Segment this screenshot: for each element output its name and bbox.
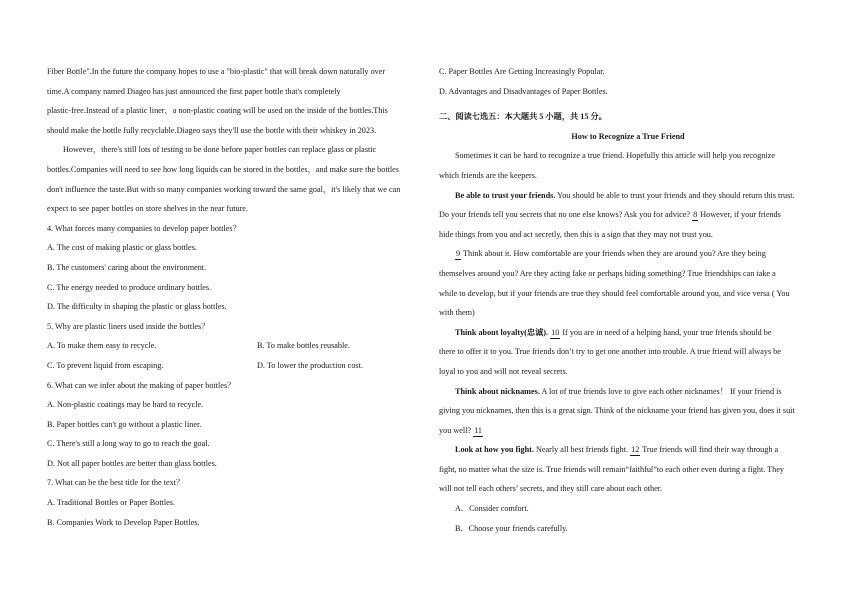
- blank-10[interactable]: 10: [551, 327, 560, 337]
- passage-line: [439, 205, 817, 225]
- passage-line: expect to see paper bottles on store shelves in the near future.: [47, 204, 248, 214]
- right-column: [439, 62, 817, 538]
- passage-line: plastic-free.Instead of a plastic liner，a non-plastic coating will be used on the inside of the bottles.This: [47, 106, 388, 116]
- question-7-stem: 7. What can be the best title for the text？: [47, 478, 185, 488]
- fight-text: Nearly all best friends fight.: [533, 445, 631, 455]
- fight-heading: Look at how you fight.: [455, 445, 534, 455]
- answer-option-a: A．Consider comfort.: [455, 504, 529, 514]
- passage-line: giving you nicknames, then this is a great sign. Think of the nickname your friend has given you, does it suit: [439, 406, 795, 416]
- question-4-option-c: C. The energy needed to produce ordinary bottles.: [47, 282, 212, 292]
- passage-line: Sometimes it can be hard to recognize a true friend. Hopefully this article will help you recognize: [455, 151, 775, 161]
- fight-text: True friends will find their way through a: [640, 445, 779, 455]
- passage-line: will not tell each others’ secrets, and they still care about each other.: [439, 484, 663, 494]
- question-4-option-a: A. The cost of making plastic or glass bottles.: [47, 243, 197, 253]
- passage-line: with them): [439, 308, 475, 318]
- trust-text: However, if your friends: [698, 210, 781, 220]
- passage-line: Fiber Bottle".In the future the company hopes to use a "bio-plastic" that will break down naturally over: [47, 67, 386, 76]
- blank-12[interactable]: 12: [631, 445, 640, 455]
- passage-line: [439, 244, 817, 264]
- question-6-option-c: C. There's still a long way to go to reach the goal.: [47, 439, 210, 449]
- question-6-option-d: D. Not all paper bottles are better than glass bottles.: [47, 458, 217, 468]
- passage-line: themselves around you? Are they acting fake or perhaps hiding something? True friendships can take a: [439, 268, 776, 278]
- passage-line: which friends are the keepers.: [439, 170, 537, 180]
- question-6-option-b: B. Paper bottles can't go without a plastic liner.: [47, 419, 202, 429]
- p9-text: Think about it. How comfortable are your friends when they are around you? Are they being: [461, 249, 766, 259]
- blank-9[interactable]: 9: [456, 249, 461, 259]
- question-7-option-d: D. Advantages and Disadvantages of Paper Bottles.: [439, 86, 608, 96]
- question-5-stem: 5. Why are plastic liners used inside the bottles？: [47, 321, 210, 331]
- question-7-option-c: C. Paper Bottles Are Getting Increasingly Popular.: [439, 67, 605, 76]
- passage-line: hide things from you and act secretly, then this is a sign that they may not trust you.: [439, 229, 713, 239]
- question-4-option-d: D. The difficulty in shaping the plastic or glass bottles.: [47, 302, 227, 312]
- question-5-option-a: A. To make them easy to recycle.: [47, 341, 157, 351]
- passage-line: don't influence the taste.But with so many companies working toward the same goal，it's likely that we can: [47, 184, 401, 194]
- left-column: [47, 62, 425, 532]
- passage-line: loyal to you and will not reveal secrets.: [439, 366, 568, 376]
- question-5-options-row: [47, 356, 425, 376]
- blank-8[interactable]: 8: [693, 210, 698, 220]
- question-7-option-b: B. Companies Work to Develop Paper Bottles.: [47, 517, 200, 527]
- question-4-option-b: B. The customers' caring about the environment.: [47, 262, 207, 272]
- question-5-options-row: [47, 336, 425, 356]
- question-6-option-a: A. Non-plastic coatings may be hard to recycle.: [47, 400, 204, 410]
- passage-line: bottles.Companies will need to see how long liquids can be stored in the bottles，and make sure the bottles: [47, 164, 399, 174]
- passage-line: should make the bottle fully recyclable.Diageo says they'll use the bottle with their whiskey in 2023.: [47, 125, 377, 135]
- nicknames-text: A lot of true friends love to give each other nicknames！ If your friend is: [539, 386, 782, 396]
- blank-11[interactable]: 11: [474, 425, 482, 435]
- question-6-stem: 6. What can we infer about the making of paper bottles？: [47, 380, 236, 390]
- passage-line: [439, 323, 817, 343]
- loyalty-text: If you are in need of a helping hand, your true friends should be: [560, 327, 772, 337]
- trust-heading: Be able to trust your friends.: [455, 190, 556, 200]
- passage-line: [439, 421, 817, 441]
- passage-line: [439, 186, 817, 206]
- passage-line: while to develop, but if your friends are true they should feel comfortable around you, and vice versa ( You: [439, 288, 790, 298]
- trust-text: You should be able to trust your friends and they should return this trust.: [555, 190, 795, 200]
- trust-text: Do your friends tell you secrets that no one else knows? Ask you for advice?: [439, 210, 693, 220]
- answer-option-b: B．Choose your friends carefully.: [455, 523, 568, 533]
- nicknames-heading: Think about nicknames.: [455, 386, 540, 396]
- question-5-option-b: B. To make bottles reusable.: [257, 341, 350, 351]
- passage-title: [439, 127, 817, 147]
- question-5-option-d: D. To lower the production cost.: [257, 360, 363, 370]
- passage-line: fight, no matter what the size is. True friends will remain“faithful”to each other even during a fight. They: [439, 464, 784, 474]
- passage-line: there to offer it to you. True friends don’t try to get one another into trouble. A true friend will always be: [439, 347, 781, 357]
- passage-line: [439, 440, 817, 460]
- passage-title-text: How to Recognize a True Friend: [571, 131, 685, 141]
- passage-line: time.A company named Diageo has just announced the first paper bottle that's completely: [47, 86, 341, 96]
- question-5-option-c: C. To prevent liquid from escaping.: [47, 360, 164, 370]
- passage-line: [439, 382, 817, 402]
- nicknames-text: you well?: [439, 425, 474, 435]
- passage-line: However，there's still lots of testing to be done before paper bottles can replace glass or plastic: [63, 145, 377, 155]
- question-7-option-a: A. Traditional Bottles or Paper Bottles.: [47, 498, 176, 508]
- section-heading: 二、阅读七选五：本大题共 5 小题，共 15 分。: [439, 112, 607, 122]
- loyalty-heading: Think about loyalty(忠诚).: [455, 327, 549, 337]
- question-4-stem: 4. What forces many companies to develop paper bottles？: [47, 223, 241, 233]
